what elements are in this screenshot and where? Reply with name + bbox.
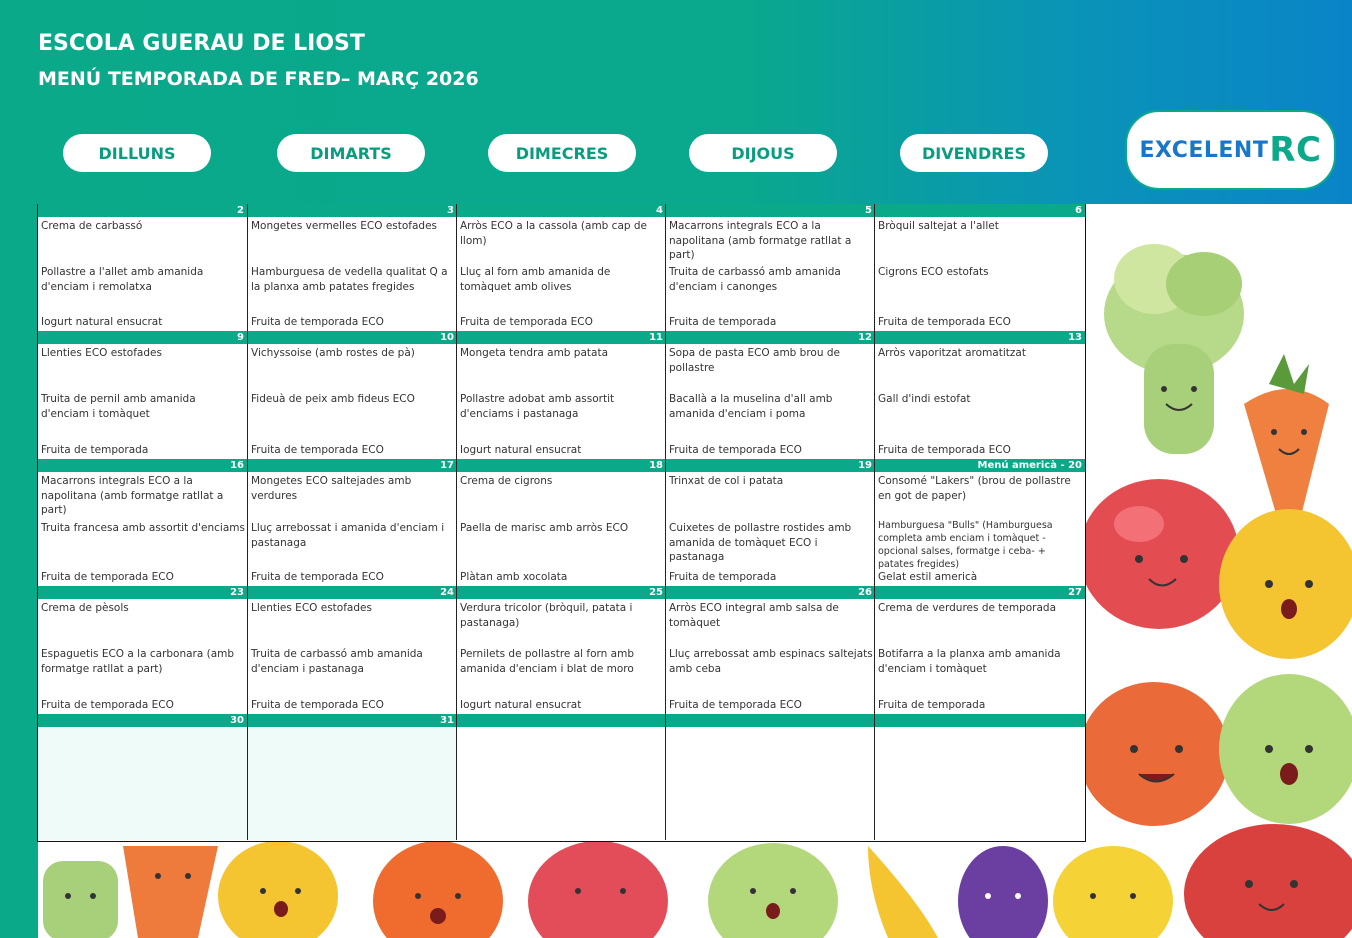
- day-cell: [247, 459, 457, 586]
- dish-second: Fideuà de peix amb fideus ECO: [251, 393, 415, 405]
- dish-first: Bròquil saltejat a l'allet: [878, 220, 999, 232]
- dish-second: Truita francesa amb assortit d'enciams: [41, 522, 245, 534]
- day-number: 18: [457, 459, 666, 472]
- dish-second: Espaguetis ECO a la carbonara (amb formatge ratllat a part): [41, 648, 235, 675]
- dish-dessert: Iogurt natural ensucrat: [460, 698, 582, 711]
- tomato-icon: [1084, 682, 1229, 826]
- day-cell: [247, 586, 457, 714]
- dish-dessert: Fruita de temporada ECO: [669, 443, 802, 456]
- logo-rc: RC: [1269, 130, 1322, 170]
- day-cell: [665, 204, 875, 331]
- dish-dessert: Fruita de temporada ECO: [41, 698, 174, 711]
- day-cell: [874, 459, 1085, 586]
- dish-second: Truita de carbassó amb amanida d'enciam i pastanaga: [251, 648, 423, 675]
- day-number: 31: [248, 714, 457, 727]
- day-number: 25: [457, 586, 666, 599]
- dish-dessert: Fruita de temporada: [669, 315, 777, 328]
- dish-dessert: Gelat estil americà: [878, 570, 978, 583]
- dish-second: Cuixetes de pollastre rostides amb amanida de tomàquet ECO i pastanaga: [669, 522, 852, 563]
- day-number: 30: [38, 714, 247, 727]
- day-cell: [874, 331, 1085, 459]
- dish-second: Cigrons ECO estofats: [878, 266, 989, 278]
- day-pill-dimarts: DIMARTS: [277, 134, 425, 172]
- dish-second: Bacallà a la muselina d'all amb amanida d'enciam i poma: [669, 393, 833, 420]
- dish-first: Arròs ECO a la cassola (amb cap de llom): [460, 220, 648, 247]
- dish-dessert: Fruita de temporada ECO: [878, 443, 1011, 456]
- vegetables-illustration-right: [1084, 204, 1352, 938]
- dish-dessert: Fruita de temporada ECO: [251, 315, 384, 328]
- dish-second: Truita de carbassó amb amanida d'enciam i canonges: [669, 266, 841, 293]
- day-pill-dilluns: DILLUNS: [63, 134, 211, 172]
- dish-first: Arròs ECO integral amb salsa de tomàquet: [669, 602, 839, 629]
- day-number: 13: [875, 331, 1085, 344]
- dish-dessert: Fruita de temporada ECO: [251, 698, 384, 711]
- day-number: 16: [38, 459, 247, 472]
- dish-first: Trinxat de col i patata: [669, 475, 784, 487]
- dish-first: Mongetes vermelles ECO estofades: [251, 220, 438, 232]
- day-cell: [38, 331, 247, 459]
- yellow-pepper-icon: [1219, 509, 1352, 659]
- day-cell-empty: [247, 714, 457, 840]
- dish-dessert: Fruita de temporada ECO: [251, 570, 384, 583]
- day-number: 2: [38, 204, 247, 217]
- dish-first: Consomé "Lakers" (brou de pollastre en got de paper): [878, 475, 1071, 502]
- day-cell: [456, 331, 666, 459]
- carrot-icon: [1244, 354, 1329, 534]
- broccoli-icon: [1104, 244, 1244, 454]
- dish-first: Arròs vaporitzat aromatitzat: [878, 347, 1026, 359]
- day-pill-dijous: DIJOUS: [689, 134, 837, 172]
- dish-second: Pollastre adobat amb assortit d'enciams i pastanaga: [460, 393, 615, 420]
- day-number: [457, 714, 666, 727]
- day-cell: [456, 459, 666, 586]
- green-pepper-icon: [1219, 674, 1352, 824]
- eggplant-bottom-icon: [958, 846, 1048, 938]
- dish-first: Mongeta tendra amb patata: [460, 347, 609, 359]
- day-number: Menú americà - 20: [875, 459, 1085, 472]
- dish-first: Crema de verdures de temporada: [878, 602, 1057, 614]
- dish-second: Gall d'indi estofat: [878, 393, 971, 405]
- day-cell: [247, 204, 457, 331]
- dish-first: Llenties ECO estofades: [251, 602, 372, 614]
- day-number: [875, 714, 1085, 727]
- day-cell: [874, 204, 1085, 331]
- day-pill-dimecres: DIMECRES: [488, 134, 636, 172]
- dish-second: Paella de marisc amb arròs ECO: [460, 522, 629, 534]
- day-number: 17: [248, 459, 457, 472]
- pepper-bottom-icon: [708, 843, 838, 938]
- left-green-strip: [0, 204, 38, 938]
- carrot-bottom-icon: [123, 846, 218, 938]
- day-number: 19: [666, 459, 875, 472]
- day-number: 3: [248, 204, 457, 217]
- dish-dessert: Fruita de temporada: [669, 570, 777, 583]
- dish-dessert: Fruita de temporada ECO: [460, 315, 593, 328]
- dish-second: Hamburguesa "Bulls" (Hamburguesa completa amb enciam i tomàquet -opcional salses, formatge i ceba- + patates fregides): [878, 520, 1053, 570]
- dish-second: Botifarra a la planxa amb amanida d'enciam i tomàquet: [878, 648, 1061, 675]
- menu-calendar-grid: [37, 204, 1086, 842]
- day-cell: [38, 586, 247, 714]
- menu-subtitle: MENÚ TEMPORADA DE FRED– MARÇ 2026: [38, 68, 479, 90]
- day-cell-empty: [456, 714, 666, 840]
- dish-dessert: Fruita de temporada ECO: [41, 570, 174, 583]
- dish-dessert: Fruita de temporada: [41, 443, 149, 456]
- day-pill-divendres: DIVENDRES: [900, 134, 1048, 172]
- day-number: 12: [666, 331, 875, 344]
- dish-first: Macarrons integrals ECO a la napolitana (amb formatge ratllat a part): [41, 475, 224, 516]
- day-number: 10: [248, 331, 457, 344]
- school-title: ESCOLA GUERAU DE LIOST: [38, 31, 365, 56]
- day-cell: [665, 331, 875, 459]
- day-number: 6: [875, 204, 1085, 217]
- dish-first: Crema de cigrons: [460, 475, 553, 487]
- dish-first: Llenties ECO estofades: [41, 347, 162, 359]
- dish-first: Mongetes ECO saltejades amb verdures: [251, 475, 412, 502]
- day-number: 26: [666, 586, 875, 599]
- lemon2-bottom-icon: [1053, 846, 1173, 938]
- dish-second: Lluç arrebossat amb espinacs saltejats amb ceba: [669, 648, 873, 675]
- dish-second: Truita de pernil amb amanida d'enciam i tomàquet: [41, 393, 196, 420]
- day-number: 5: [666, 204, 875, 217]
- day-cell-empty: [38, 714, 247, 840]
- day-number: 4: [457, 204, 666, 217]
- dish-dessert: Fruita de temporada: [878, 698, 986, 711]
- orange-bottom-icon: [373, 841, 503, 938]
- dish-second: Pernilets de pollastre al forn amb amanida d'enciam i blat de moro: [460, 648, 634, 675]
- dish-first: Sopa de pasta ECO amb brou de pollastre: [669, 347, 840, 374]
- day-number: 23: [38, 586, 247, 599]
- dish-first: Crema de carbassó: [41, 220, 143, 232]
- dish-dessert: Iogurt natural ensucrat: [460, 443, 582, 456]
- dish-dessert: Fruita de temporada ECO: [251, 443, 384, 456]
- day-cell: [38, 459, 247, 586]
- header-banner: [0, 0, 1352, 204]
- day-number: 9: [38, 331, 247, 344]
- dish-second: Lluç al forn amb amanida de tomàquet amb olives: [460, 266, 611, 293]
- excelentrc-logo: [1125, 110, 1336, 190]
- dish-first: Verdura tricolor (bròquil, patata i pastanaga): [460, 602, 633, 629]
- day-number: [666, 714, 875, 727]
- day-cell-empty: [874, 714, 1085, 840]
- day-number: 24: [248, 586, 457, 599]
- dish-dessert: Plàtan amb xocolata: [460, 570, 568, 583]
- day-cell: [456, 586, 666, 714]
- day-cell: [665, 586, 875, 714]
- dish-second: Pollastre a l'allet amb amanida d'enciam i remolatxa: [41, 266, 204, 293]
- day-cell-empty: [665, 714, 875, 840]
- apple-icon: [1084, 479, 1239, 629]
- day-number: 11: [457, 331, 666, 344]
- day-cell: [874, 586, 1085, 714]
- day-cell: [38, 204, 247, 331]
- broccoli-bottom-icon: [43, 861, 118, 938]
- vegetables-illustration-bottom: [38, 841, 1352, 938]
- dish-second: Lluç arrebossat i amanida d'enciam i pastanaga: [251, 522, 445, 549]
- logo-text: EXCELENT: [1139, 137, 1269, 163]
- dish-first: Macarrons integrals ECO a la napolitana (amb formatge ratllat a part): [669, 220, 852, 261]
- dish-second: Hamburguesa de vedella qualitat Q a la planxa amb patates fregides: [251, 266, 448, 293]
- banana-bottom-icon: [868, 846, 938, 938]
- day-cell: [665, 459, 875, 586]
- apple-bottom-icon: [528, 841, 668, 938]
- dish-first: Vichyssoise (amb rostes de pà): [251, 347, 415, 359]
- day-number: 27: [875, 586, 1085, 599]
- dish-dessert: Fruita de temporada ECO: [878, 315, 1011, 328]
- day-cell: [247, 331, 457, 459]
- dish-dessert: Iogurt natural ensucrat: [41, 315, 163, 328]
- day-cell: [456, 204, 666, 331]
- dish-first: Crema de pèsols: [41, 602, 129, 614]
- lemon-bottom-icon: [218, 841, 338, 938]
- dish-dessert: Fruita de temporada ECO: [669, 698, 802, 711]
